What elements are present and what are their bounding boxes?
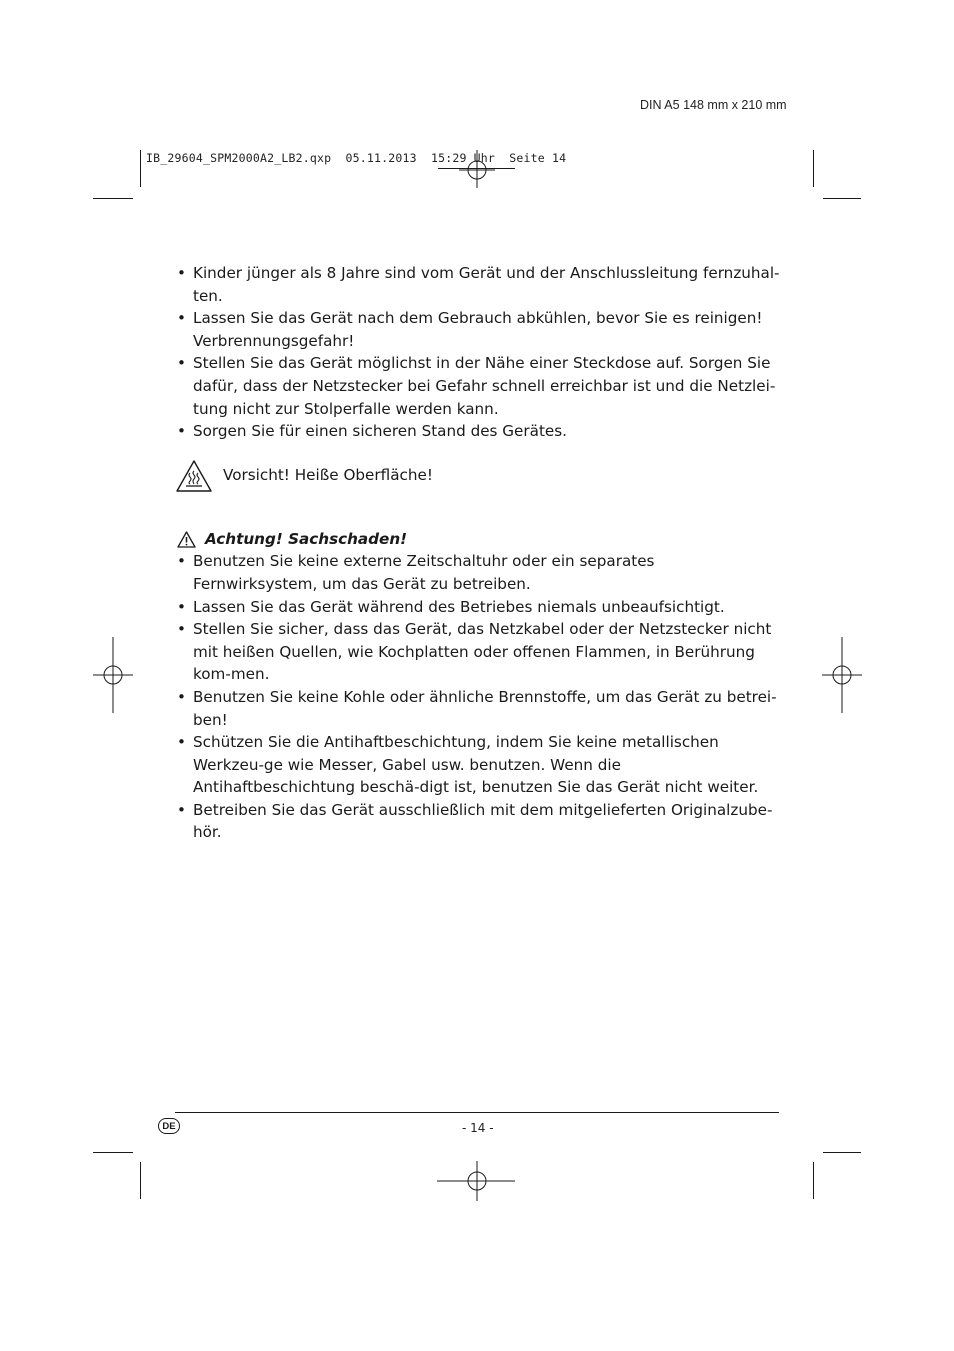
language-badge: DE [158, 1118, 180, 1134]
list-item: • Schützen Sie die Antihaftbeschichtung, indem Sie keine metallischen Werkzeu-ge wie Messer, Gabel usw. benutzen. Wenn die Antihaftbeschichtung beschä-digt ist, benutzen Sie das Gerät nicht weiter. [175, 731, 783, 799]
list-item: • Lassen Sie das Gerät während des Betriebes niemals unbeaufsichtigt. [175, 596, 783, 619]
hot-surface-notice [175, 458, 783, 494]
registration-mark-icon [457, 150, 497, 190]
list-item: • Benutzen Sie keine Kohle oder ähnliche Brennstoffe, um das Gerät zu betrei-ben! [175, 686, 783, 731]
crop-mark [813, 1162, 814, 1199]
crop-mark [823, 198, 861, 199]
list-item: • Stellen Sie das Gerät möglichst in der Nähe einer Steckdose auf. Sorgen Sie dafür, dass der Netzstecker bei Gefahr schnell erreichbar ist und die Netzlei-tung nicht zur Stolperfalle werden kann. [175, 352, 783, 420]
list-item: • Betreiben Sie das Gerät ausschließlich mit dem mitgelieferten Originalzube-hör. [175, 799, 783, 844]
crop-mark [140, 150, 141, 187]
crop-mark [813, 150, 814, 187]
paper-format-note: DIN A5 148 mm x 210 mm [640, 98, 787, 112]
list-item: • Benutzen Sie keine externe Zeitschaltuhr oder ein separates Fernwirksystem, um das Gerät zu betreiben. [175, 550, 783, 595]
page-number: - 14 - [462, 1121, 494, 1135]
registration-mark-icon [437, 1161, 517, 1201]
print-slug-line: IB_29604_SPM2000A2_LB2.qxp 05.11.2013 15:29 Uhr Seite 14 [146, 151, 567, 165]
crop-mark [823, 1152, 861, 1153]
registration-mark-icon [822, 637, 862, 713]
crop-mark [93, 1152, 133, 1153]
footer-rule [175, 1112, 779, 1113]
hot-surface-warning-icon [175, 459, 213, 493]
property-damage-list [175, 550, 783, 844]
list-item: • Lassen Sie das Gerät nach dem Gebrauch abkühlen, bevor Sie es reinigen! Verbrennungsgefahr! [175, 307, 783, 352]
list-item: • Stellen Sie sicher, dass das Gerät, das Netzkabel oder der Netzstecker nicht mit heißen Quellen, wie Kochplatten oder offenen Flammen, in Berührung kom-men. [175, 618, 783, 686]
crop-mark [93, 198, 133, 199]
hot-surface-label: Vorsicht! Heiße Oberfläche! [223, 466, 433, 485]
page-content [175, 262, 783, 844]
list-item: • Kinder jünger als 8 Jahre sind vom Gerät und der Anschlussleitung fernzuhal-ten. [175, 262, 783, 307]
list-item: • Sorgen Sie für einen sicheren Stand des Gerätes. [175, 420, 783, 443]
crop-mark [140, 1162, 141, 1199]
safety-list [175, 262, 783, 443]
warning-triangle-icon [177, 531, 196, 548]
registration-mark-icon [93, 637, 133, 713]
property-damage-heading [175, 528, 783, 551]
property-damage-title: Achtung! Sachschaden! [205, 529, 408, 548]
